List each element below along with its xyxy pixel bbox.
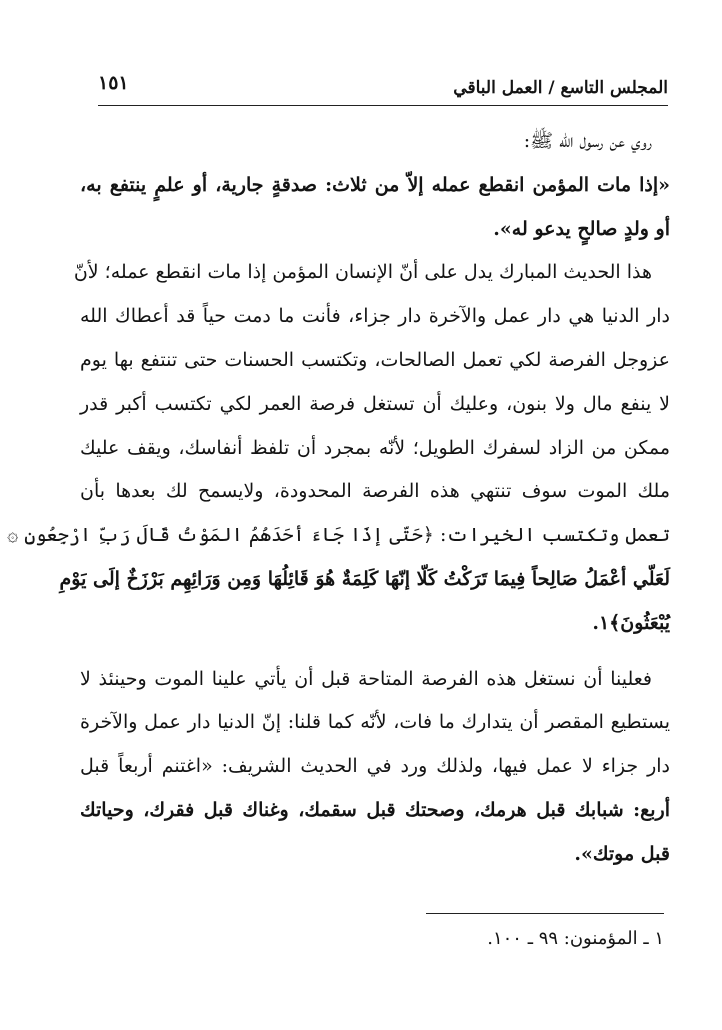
paragraph-gap <box>80 646 670 658</box>
footnote: ١ ـ المؤمنون: ٩٩ ـ ١٠٠. <box>487 928 664 949</box>
page-number: ١٥١ <box>98 72 129 94</box>
footnote-rule <box>426 913 664 914</box>
text-line: هذا الحديث المبارك يدل على أنّ الإنسان المؤمن إذا مات انقطع عمله؛ لأنّ <box>73 261 652 284</box>
text-line: لا ينفع مال ولا بنون، وعليك أن تستغل فرصة العمر لكي تكتسب أكبر قدر <box>80 392 670 415</box>
quran-line: لَعَلّي أعْمَلُ صَالِحاً فِيمَا تَرَكْتُ كَلّا إنّهَا كَلِمَةٌ هُوَ قَائِلُهَا وَمِن وَرَائِهِم بَرْزَخٌ إلَى يَوْمِ <box>59 567 670 590</box>
header-rule <box>98 105 668 106</box>
quran-line: يُبْعَثُونَ﴾١. <box>592 611 670 634</box>
text-line: تعمل وتكتسب الخيرات: ﴿حَتّى إذَا جَاءَ أحَدَهُمُ المَوْتُ قَالَ رَبِّ ارْجِعُونِ ۞ <box>7 524 670 547</box>
text-line: ملك الموت سوف تنتهي هذه الفرصة المحدودة، ولايسمح لك بعدها بأن <box>80 480 670 503</box>
text-line: دار جزاء لا عمل فيها، ولذلك ورد في الحديث الشريف: «اغتنم أربعاً قبل <box>80 755 670 778</box>
running-header <box>98 68 668 102</box>
hadith-line: «إذا مات المؤمن انقطع عمله إلاّ من ثلاث: صدقةٍ جارية، أو علمٍ ينتفع به، <box>80 173 670 196</box>
hadith-line: أو ولدٍ صالحٍ يدعو له». <box>493 217 670 240</box>
text-line: روي عن رسول الله ﷺ: <box>523 130 652 152</box>
text-line: فعلينا أن نستغل هذه الفرصة المتاحة قبل أن يأتي علينا الموت وحينئذ لا <box>80 667 652 690</box>
text-line: ممكن من الزاد لسفرك الطويل؛ لأنّه بمجرد أن تلفظ أنفاسك، ويقف عليك <box>80 436 670 459</box>
text-line: عزوجل الفرصة لكي تعمل الصالحات، وتكتسب الحسنات حتى تنتفع بها يوم <box>80 348 670 371</box>
hadith-line: قبل موتك». <box>574 842 670 865</box>
main-text <box>7 120 670 877</box>
hadith-line: أربع: شبابك قبل هرمك، وصحتك قبل سقمك، وغناك قبل فقرك، وحياتك <box>80 798 670 821</box>
text-line: يستطيع المقصر أن يتدارك ما فات، لأنّه كما قلنا: إنّ الدنيا دار عمل والآخرة <box>80 711 670 734</box>
running-title: المجلس التاسع / العمل الباقي <box>453 78 668 98</box>
text-line: دار الدنيا هي دار عمل والآخرة دار جزاء، فأنت ما دمت حياً قد أعطاك الله <box>80 305 670 328</box>
